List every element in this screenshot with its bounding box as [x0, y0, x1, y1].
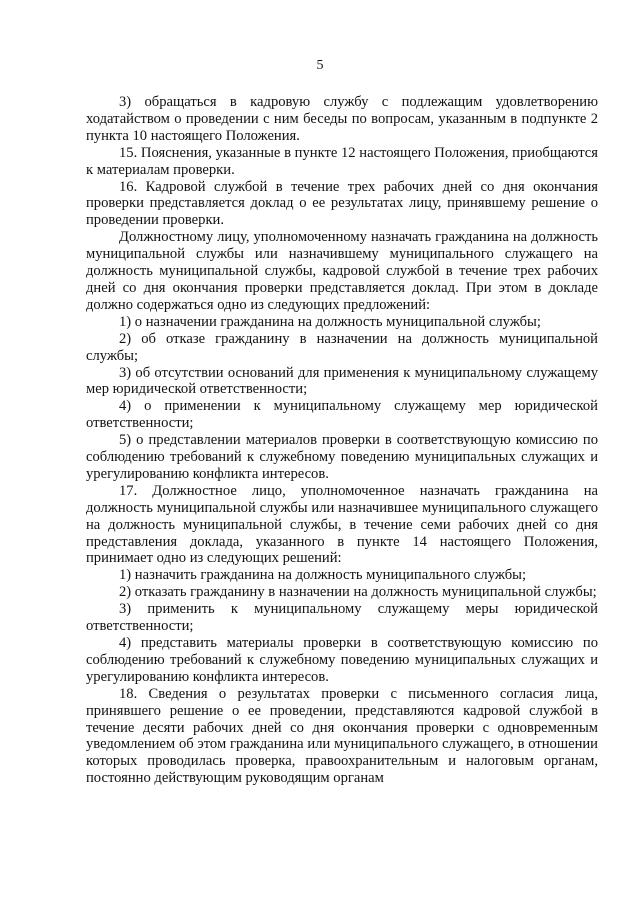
paragraph: 17. Должностное лицо, уполномоченное назначать гражданина на должность муниципальной службы или назначившее муниципального служащего на должность муниципальной службы, в течение семи рабочих дней со дня представления доклада, указанного в пункте 14 настоящего Положения, принимает одно из следующих решений:	[86, 482, 598, 567]
paragraph: 2) об отказе гражданину в назначении на должность муниципальной службы;	[86, 330, 598, 364]
paragraph: 3) обращаться в кадровую службу с подлежащим удовлетворению ходатайством о проведении с ним беседы по вопросам, указанным в подпункте 2 пункта 10 настоящего Положения.	[86, 94, 598, 144]
paragraph: 3) применить к муниципальному служащему меры юридической ответственности;	[86, 601, 598, 635]
paragraph: Должностному лицу, уполномоченному назначать гражданина на должность муниципальной службы или назначившему муниципального служащего на должность муниципальной службы, кадровой службой в течение трех рабочих дней со дня окончания проверки представляется доклад. При этом в докладе должно содержаться одно из следующих предложений:	[86, 229, 598, 313]
paragraph: 4) о применении к муниципальному служащему мер юридической ответственности;	[86, 398, 598, 432]
paragraph: 1) назначить гражданина на должность муниципального службы;	[119, 567, 526, 584]
paragraph: 18. Сведения о результатах проверки с письменного согласия лица, принявшего решение о ее проведении, представляются кадровой службой в течение десяти рабочих дней со дня окончания проверки с одновременным уведомлением об этом гражданина или муниципального служащего, в отношении которых проводилась проверка, правоохранительным и налоговым органам, постоянно действующим руководящим органам	[86, 685, 598, 787]
paragraph: 5) о представлении материалов проверки в соответствующую комиссию по соблюдению требований к служебному поведению муниципальных служащих и урегулированию конфликта интересов.	[86, 432, 598, 482]
page-number: 5	[316, 58, 324, 73]
paragraph: 2) отказать гражданину в назначении на должность муниципальной службы;	[119, 584, 597, 601]
paragraph: 16. Кадровой службой в течение трех рабочих дней со дня окончания проверки представляется доклад о ее результатах лицу, принявшему решение о проведении проверки.	[86, 178, 598, 229]
document-body	[86, 94, 598, 787]
paragraph: 4) представить материалы проверки в соответствующую комиссию по соблюдению требований к служебному поведению муниципальных служащих и урегулированию конфликта интересов.	[86, 635, 598, 685]
paragraph: 15. Пояснения, указанные в пункте 12 настоящего Положения, приобщаются к материалам проверки.	[86, 144, 598, 178]
paragraph: 3) об отсутствии оснований для применения к муниципальному служащему мер юридической ответственности;	[86, 364, 598, 398]
paragraph: 1) о назначении гражданина на должность муниципальной службы;	[119, 313, 541, 330]
